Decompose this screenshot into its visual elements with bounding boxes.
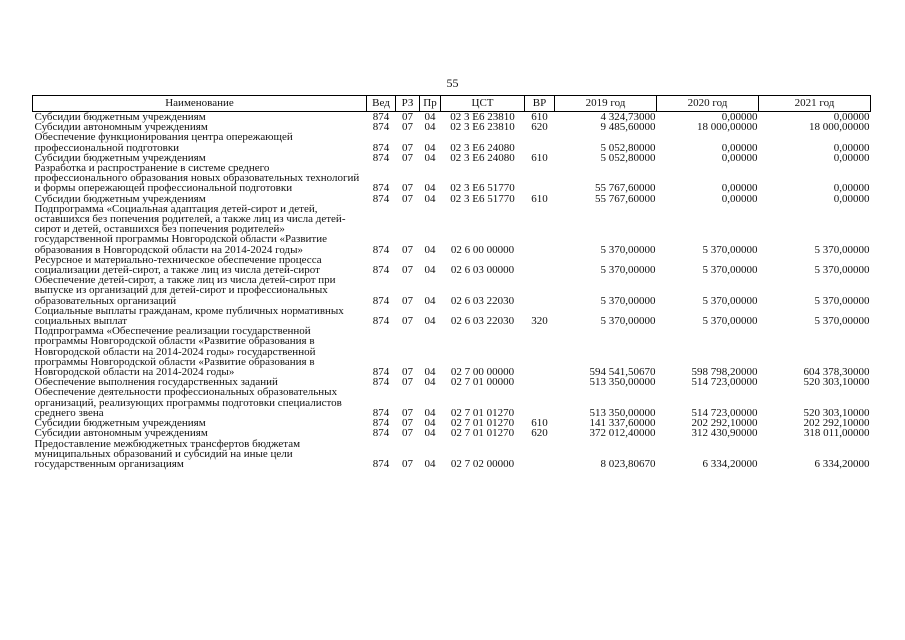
cell-pr: 04 xyxy=(424,141,436,154)
cell-y2020: 514 723,00000 xyxy=(691,406,758,419)
cell-pr: 04 xyxy=(424,264,436,277)
cell-y2021: 0,00000 xyxy=(833,151,870,164)
cell-cst: 02 6 03 00000 xyxy=(450,264,515,277)
cell-y2021: 5 370,00000 xyxy=(814,294,870,307)
cell-y2020: 5 370,00000 xyxy=(702,294,758,307)
cell-ved: 874 xyxy=(372,294,390,307)
cell-name: Разработка и распространение в системе среднего профессионального образования новых образовательных технологий и формы опережающей профессиональной подготовки xyxy=(34,162,360,195)
cell-vr: 620 xyxy=(531,121,548,134)
cell-y2020: 5 370,00000 xyxy=(702,264,758,277)
cell-cst: 02 3 E6 24080 xyxy=(450,151,515,164)
table-row xyxy=(33,428,871,438)
cell-pr: 04 xyxy=(424,427,436,440)
cell-vr xyxy=(525,204,555,255)
cell-cst: 02 7 01 01270 xyxy=(450,427,515,440)
cell-ved: 874 xyxy=(372,406,390,419)
cell-cst: 02 3 E6 24080 xyxy=(450,141,515,154)
cell-pr: 04 xyxy=(424,243,436,256)
cell-y2021: 5 370,00000 xyxy=(814,264,870,277)
cell-cst: 02 6 03 22030 xyxy=(450,294,515,307)
cell-name: Обеспечение детей-сирот, а также лиц из числа детей-сирот при выпуске из организаций для детей-сирот и профессиональных образовательных организаций xyxy=(34,274,336,307)
cell-pr: 04 xyxy=(424,315,436,328)
cell-ved: 874 xyxy=(372,457,390,470)
cell-pr: 04 xyxy=(424,182,436,195)
cell-rz: 07 xyxy=(402,457,413,470)
table-row xyxy=(33,387,871,418)
cell-name: Социальные выплаты гражданам, кроме публичных нормативных социальных выплат xyxy=(34,304,344,328)
cell-y2019: 55 767,60000 xyxy=(595,192,656,205)
cell-vr: 320 xyxy=(531,315,548,328)
header-2019: 2019 год xyxy=(555,96,657,112)
table-row xyxy=(33,255,871,275)
cell-cst: 02 3 E6 51770 xyxy=(450,192,515,205)
cell-y2019: 5 052,80000 xyxy=(600,141,656,154)
cell-y2019: 5 052,80000 xyxy=(600,151,656,164)
cell-name: Подпрограмма «Обеспечение реализации государственной программы Новгородской области «Развитие образования в Новгородской области на 2014-2024 годы» государственной программы Новгородской области «Развитие образования в Новгородской области на 2014-2024 годы» xyxy=(34,325,316,379)
cell-ved: 874 xyxy=(372,192,390,205)
cell-y2019: 8 023,80670 xyxy=(600,457,656,470)
cell-y2019: 55 767,60000 xyxy=(595,182,656,195)
cell-ved: 874 xyxy=(372,151,390,164)
cell-vr: 610 xyxy=(531,192,548,205)
cell-ved: 874 xyxy=(372,366,390,379)
cell-cst: 02 7 01 00000 xyxy=(450,376,515,389)
cell-y2019: 4 324,73000 xyxy=(600,111,656,123)
cell-pr: 04 xyxy=(424,192,436,205)
cell-name: Обеспечение функционирования центра опережающей профессиональной подготовки xyxy=(34,131,293,154)
cell-y2019: 513 350,00000 xyxy=(589,406,656,419)
cell-pr: 04 xyxy=(424,376,436,389)
cell-ved: 874 xyxy=(372,182,390,195)
cell-rz: 07 xyxy=(402,406,413,419)
cell-y2020: 6 334,20000 xyxy=(702,457,758,470)
cell-cst: 02 3 E6 23810 xyxy=(450,121,515,134)
cell-name: Обеспечение деятельности профессиональных образовательных организаций, реализующих программы подготовки специалистов среднего звена xyxy=(34,386,342,419)
cell-y2021: 5 370,00000 xyxy=(814,243,870,256)
cell-y2019: 513 350,00000 xyxy=(589,376,656,389)
cell-rz: 07 xyxy=(402,417,413,430)
cell-y2019: 9 485,60000 xyxy=(600,121,656,134)
header-ved: Вед xyxy=(367,96,396,112)
cell-vr xyxy=(525,387,555,418)
cell-rz: 07 xyxy=(402,427,413,440)
cell-rz: 07 xyxy=(402,294,413,307)
table-row xyxy=(33,326,871,377)
cell-y2021: 520 303,10000 xyxy=(803,406,870,419)
cell-name: Предоставление межбюджетных трансфертов бюджетам муниципальных образований и субсидий на иные цели государственным организациям xyxy=(34,437,301,470)
cell-rz: 07 xyxy=(402,182,413,195)
cell-vr xyxy=(525,326,555,377)
cell-y2019: 141 337,60000 xyxy=(589,417,656,430)
table-header xyxy=(33,96,871,112)
header-name: Наименование xyxy=(33,96,367,112)
table-row xyxy=(33,439,871,470)
table-row xyxy=(33,204,871,255)
cell-name: Субсидии бюджетным учреждениям xyxy=(34,417,206,430)
cell-y2020: 0,00000 xyxy=(721,151,758,164)
cell-y2020: 312 430,90000 xyxy=(691,427,758,440)
cell-name: Субсидии бюджетным учреждениям xyxy=(34,111,206,123)
cell-ved: 874 xyxy=(372,427,390,440)
cell-y2019: 5 370,00000 xyxy=(600,264,656,277)
cell-pr: 04 xyxy=(424,121,436,134)
cell-ved: 874 xyxy=(372,417,390,430)
cell-y2020: 18 000,00000 xyxy=(697,121,758,134)
cell-pr: 04 xyxy=(424,151,436,164)
cell-y2021: 0,00000 xyxy=(833,141,870,154)
cell-name: Субсидии бюджетным учреждениям xyxy=(34,151,206,164)
cell-pr: 04 xyxy=(424,366,436,379)
cell-vr xyxy=(525,163,555,194)
cell-name: Ресурсное и материально-техническое обеспечение процесса социализации детей-сирот, а также лиц из числа детей-сирот xyxy=(34,253,322,277)
cell-y2021: 0,00000 xyxy=(833,182,870,195)
cell-rz: 07 xyxy=(402,151,413,164)
cell-rz: 07 xyxy=(402,141,413,154)
cell-pr: 04 xyxy=(424,417,436,430)
cell-y2021: 5 370,00000 xyxy=(814,315,870,328)
cell-y2021: 6 334,20000 xyxy=(814,457,870,470)
table-row xyxy=(33,132,871,152)
table-row xyxy=(33,275,871,306)
cell-name: Подпрограмма «Социальная адаптация детей-сирот и детей, оставшихся без попечения родителей, а также лиц из числа детей-сирот и детей, оставшихся без попечения родителей» государственной программы Новгородской области «Развитие образования в Новгородской области на 2014-2024 годы» xyxy=(34,202,346,256)
header-cst: ЦСТ xyxy=(441,96,525,112)
cell-rz: 07 xyxy=(402,366,413,379)
cell-rz: 07 xyxy=(402,192,413,205)
cell-cst: 02 3 E6 51770 xyxy=(450,182,515,195)
cell-cst: 02 3 E6 23810 xyxy=(450,111,515,123)
cell-vr xyxy=(525,377,555,387)
cell-ved: 874 xyxy=(372,141,390,154)
cell-y2020: 5 370,00000 xyxy=(702,243,758,256)
cell-y2020: 514 723,00000 xyxy=(691,376,758,389)
cell-y2020: 0,00000 xyxy=(721,141,758,154)
cell-vr: 620 xyxy=(531,427,548,440)
cell-pr: 04 xyxy=(424,406,436,419)
cell-cst: 02 7 02 00000 xyxy=(450,457,515,470)
cell-y2019: 5 370,00000 xyxy=(600,315,656,328)
cell-pr: 04 xyxy=(424,294,436,307)
cell-name: Субсидии автономным учреждениям xyxy=(34,427,208,440)
cell-vr: 610 xyxy=(531,417,548,430)
header-pr: Пр xyxy=(420,96,441,112)
cell-y2021: 520 303,10000 xyxy=(803,376,870,389)
budget-table xyxy=(32,95,871,469)
cell-ved: 874 xyxy=(372,315,390,328)
cell-ved: 874 xyxy=(372,243,390,256)
table-row xyxy=(33,163,871,194)
cell-y2021: 18 000,00000 xyxy=(809,121,870,134)
cell-y2021: 604 378,30000 xyxy=(803,366,870,379)
cell-cst: 02 7 01 01270 xyxy=(450,406,515,419)
cell-y2020: 598 798,20000 xyxy=(691,366,758,379)
cell-cst: 02 6 00 00000 xyxy=(450,243,515,256)
cell-rz: 07 xyxy=(402,376,413,389)
cell-y2020: 0,00000 xyxy=(721,111,758,123)
cell-y2020: 5 370,00000 xyxy=(702,315,758,328)
cell-cst: 02 6 03 22030 xyxy=(450,315,515,328)
cell-cst: 02 7 00 00000 xyxy=(450,366,515,379)
cell-y2020: 0,00000 xyxy=(721,182,758,195)
cell-y2020: 202 292,10000 xyxy=(691,417,758,430)
cell-cst: 02 7 01 01270 xyxy=(450,417,515,430)
cell-vr xyxy=(525,439,555,470)
table-row xyxy=(33,306,871,326)
cell-vr xyxy=(525,255,555,275)
cell-rz: 07 xyxy=(402,264,413,277)
cell-ved: 874 xyxy=(372,111,390,123)
header-rz: РЗ xyxy=(396,96,420,112)
cell-y2021: 318 011,00000 xyxy=(803,427,870,440)
cell-rz: 07 xyxy=(402,315,413,328)
page-number: 55 xyxy=(446,76,459,90)
cell-y2021: 0,00000 xyxy=(833,111,870,123)
cell-y2019: 594 541,50670 xyxy=(589,366,656,379)
cell-y2021: 0,00000 xyxy=(833,192,870,205)
cell-ved: 874 xyxy=(372,121,390,134)
cell-vr xyxy=(525,132,555,152)
cell-y2019: 372 012,40000 xyxy=(589,427,656,440)
header-vr: ВР xyxy=(525,96,555,112)
cell-ved: 874 xyxy=(372,264,390,277)
cell-name: Субсидии автономным учреждениям xyxy=(34,121,208,134)
cell-rz: 07 xyxy=(402,121,413,134)
cell-pr: 04 xyxy=(424,111,436,123)
cell-vr xyxy=(525,275,555,306)
cell-ved: 874 xyxy=(372,376,390,389)
cell-name: Субсидии бюджетным учреждениям xyxy=(34,192,206,205)
cell-y2020: 0,00000 xyxy=(721,192,758,205)
cell-pr: 04 xyxy=(424,457,436,470)
cell-y2021: 202 292,10000 xyxy=(803,417,870,430)
table-body xyxy=(33,112,871,470)
cell-vr: 610 xyxy=(531,111,548,123)
cell-rz: 07 xyxy=(402,111,413,123)
header-2020: 2020 год xyxy=(657,96,759,112)
cell-rz: 07 xyxy=(402,243,413,256)
cell-vr: 610 xyxy=(531,151,548,164)
header-2021: 2021 год xyxy=(759,96,871,112)
cell-y2019: 5 370,00000 xyxy=(600,243,656,256)
cell-name: Обеспечение выполнения государственных заданий xyxy=(34,376,278,389)
cell-y2019: 5 370,00000 xyxy=(600,294,656,307)
